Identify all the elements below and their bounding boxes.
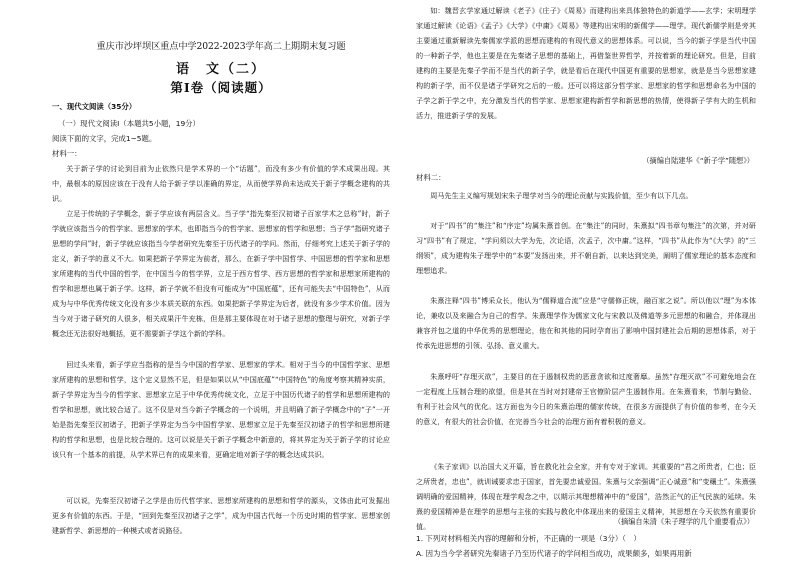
subject-title: 语 文（二） bbox=[175, 62, 266, 77]
right-paragraph-6: 《朱子家训》以治国大义开篇，旨在教化社会全家，并有专对于家训。其重要的“君之所贵者，仁也；臣之所贵者，忠也”，就训诫要求忠于国家，首先要忠诚爱国。朱熹与父亲强调“正心诚意”和“变穰土”。朱熹强调明确的爱国精神，体现在理学观念之中，以期示其理想精神中的“爱国”，浩然正气的正气民族的延续。朱熹的爱国精神是在理学的思想与主张的实践与教化中体现出来的爱国主义精神，其思想在今天依然有重要价值。 bbox=[416, 462, 756, 532]
right-paragraph-2: 周马先生主义编写规划宋朱子理学对当今的理论贡献与实践价值，至少有以下几点。 bbox=[430, 191, 693, 200]
left-paragraph-4: 可以说，先秦至汉初诸子之学是由历代哲学家、思想家所建构的思想和哲学的源头，文体由此可发掘出更多有价值的东西。于是，“回到先秦至汉初诸子之学”，成为中国古代每一个历史时期的哲学家、思想家创建新哲学、新思想的一种模式或者说路径。 bbox=[52, 496, 390, 536]
material2-label: 材料二： bbox=[416, 173, 446, 182]
volume-title: 第Ⅰ卷（阅读题） bbox=[170, 80, 272, 95]
right-paragraph-3: 对于“四书”的“集注”和“序定”均属朱熹首创。在“集注”的同时，朱熹拟“四书章句集注”的次第，并对研习“四书”有了规定，“学问须以大学为先，次论语，次孟子，次中庸。”这样，“四书”从此作为“《大学》的“三纲领”，成为建构朱子理学中的“本要”发扬出来，并不朝自新，以来达到完美，阐明了儒家理论的基本态度和理想追求。 bbox=[416, 221, 756, 276]
source-material2: （摘编自朱清《朱子理学的几个重要看点》） bbox=[613, 517, 754, 526]
right-column bbox=[416, 0, 756, 562]
question-1-option-a: A. 因为当今学者研究先秦诸子乃至历代诸子的学问相当成功，成果颇多，如果再用新 bbox=[416, 549, 692, 558]
right-paragraph-4: 朱熹注释“四书”博采众长，他认为“儒释道合流”应是“守儒修正统，融百家之说”。所以他以“理”为本体论，兼收以及来融合为自己的哲学。朱熹理学作为儒家文化与宋教以及佛道等多元思想的和融合，并体现出兼容并包之道的中华优秀的思想理论，他在和其他的同时孕育出了影响中国封建社会后期的思想体系，对于传承先进思想的引领、弘扬、意义重大。 bbox=[416, 296, 756, 351]
question-1-stem: 1. 下列对材料相关内容的理解和分析，不正确的一项是（3分）（ ） bbox=[416, 534, 641, 543]
exam-title: 重庆市沙坪坝区重点中学2022-2023学年高二上期期末复习题 bbox=[96, 41, 346, 52]
right-paragraph-5: 朱熹呼吁“存理灭欲”，主要目的在于遏制权贵的恶意贪欲和过度奢靡。虽然“存理灭欲”不可避免地会在一定程度上压制合理的欲望，但是其在当时对封建帝王官僚阶层产生遏制作用。在朱熹看来，节制与勤俭、有利于社会风气的优化。这方面也为今日的朱熹治理的儒家传统，在很多方面提供了有价值的参考，在今天的意义，有很大的社会价值，在完善当今社会的治理方面有着积极的意义。 bbox=[416, 372, 756, 427]
source-material1: （摘编自陆建华《“新子学”随想》） bbox=[642, 156, 754, 165]
left-paragraph-3: 回过头来看，新子学应当指称的是当今中国的哲学家、思想家的学术。相对于当今的中国哲学家、思想家所建构的思想和哲学，这个定义显然不足，但是如果以从“中国底蕴”“中国特色”的角度考察其精神实质，新子学界定为当今的哲学家、思想家立足于中华优秀传统文化，立足于中国历代诸子的哲学和思想所建构的哲学和思想，就比较合适了。这不仅是对当今新子学概念的一个说明，并且明确了新子学概念中的“子”一开始是指先秦至汉初诸子，把新子学界定为当今中国哲学家、思想家立足于先秦至汉初诸子的哲学和思想所建构的哲学和思想，也是比较合理的。这可以说是关于新子学概念中新意的，将其界定为关于新子学的讨论应该只有一个基本的前提，从学术界已有的成果来看，更确定地对新子学的概念达成共识。 bbox=[52, 360, 390, 460]
left-paragraph-1: 关于新子学的讨论到目前为止依然只是学术界的一个“话题”，而没有多少有价值的学术成果出现。其中，最根本的原因应该在于没有人给予新子学以准确的界定，从而使学界尚未达成关于新子学概念建构的共识。 bbox=[52, 164, 390, 204]
sub-section-heading: （一）现代文阅读Ⅰ（本题共5小题，19分） bbox=[58, 119, 200, 128]
section-heading: 一、现代文阅读（35分） bbox=[52, 102, 137, 111]
instruction: 阅读下面的文字，完成1~5题。 bbox=[52, 134, 157, 143]
left-column bbox=[52, 0, 390, 562]
material1-label: 材料一： bbox=[52, 149, 82, 158]
left-paragraph-2: 立足于传统的子学概念，新子学应该有两层含义。当子学“指先秦至汉初诸子百家学术之总称”时，新子学就应该指当今的哲学家、思想家的学术，也即指当今的哲学家、思想家的哲学和思想；当子学“指研究诸子思想的学问”时，新子学就应该指当今学者研究先秦至于历代诸子的学问。然而，仔细考究上述关于新子学的定义，新子学的意义不大。如果把新子学界定为前者，那么，在新子学中国哲学、中国思想的哲学家和思想家所建构的当代中国的哲学，在中国当今的哲学界，立足于西方哲学、西方思想的哲学家和思想家所建构的哲学和思想也属于新子学。这样，新子学就不但没有可能成为“中国底蕴”，还有可能失去“中国特色”，从而成为与中华优秀传统文化没有多少本质关联的东西。如果把新子学界定为后者，就没有多少学术价值。因为当今对于诸子研究的人很多，相关成果汗牛充栋，但是那主要体现在对于诸子思想的整理与研究，对新子学概念还无法很好地概括，更不需要新子学这个新的学科。 bbox=[52, 209, 390, 339]
right-paragraph-1: 如：魏晋玄学家通过解读《老子》《庄子》《周易》而建构出来具体独特色的新道学——玄学；宋明理学家通过解读《论语》《孟子》《大学》《中庸》《周易》等建构出宋明的新儒学——理学。现代新儒学则是旁其主要通过重新解读先秦儒家学派的思想而建构的有现代意义的思想体系。可以说，当今的新子学是当代中国的一种新子学，他也主要是在先秦诸子思想的基础上，再借鉴世界哲学，并按着新的理论研究。但是，目前建构的主要是先秦子学而不是当代的新子学，就是看后在现代中国更有重要的思想家，就是是当今思想家建构的新子学，而不仅是诸子学研究之后的一般。还可以将这部分哲学家、思想家的哲学和思想命名为中国的子学之新于学之中，充分激发当代的哲学家、思想家建构新哲学和新思想的热情，使得新子学有大的生机和活力，推进新子学的发展。 bbox=[416, 6, 756, 121]
